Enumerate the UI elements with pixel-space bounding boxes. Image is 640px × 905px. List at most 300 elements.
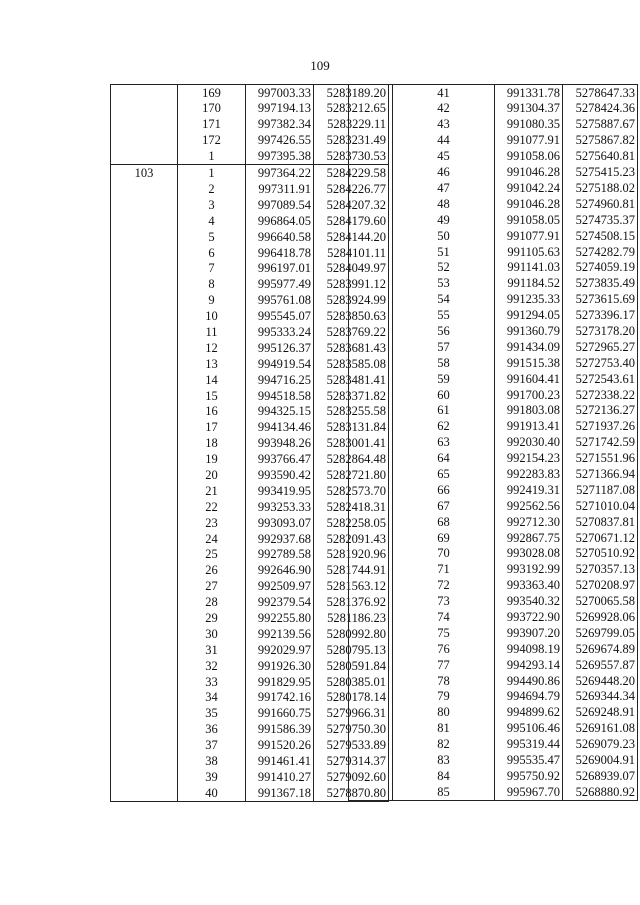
y-coordinate-cell: 5271010.04 [563,498,638,514]
y-coordinate-cell: 5273178.20 [563,323,638,339]
point-number-cell: 46 [393,164,495,180]
block-number-cell [111,277,178,293]
block-number-cell [349,784,393,800]
table-row [111,785,389,801]
point-number-cell: 79 [393,689,495,705]
block-number-cell [111,293,178,309]
block-number-cell [349,482,393,498]
table-row [111,658,389,674]
block-number-cell [111,404,178,420]
block-number-cell [111,245,178,261]
table-row [349,133,638,149]
x-coordinate-cell: 992255.80 [246,610,314,626]
x-coordinate-cell: 991058.06 [495,149,563,165]
table-row [111,722,389,738]
block-number-cell [349,514,393,530]
block-number-cell [349,292,393,308]
y-coordinate-cell: 5282864.48 [314,451,389,467]
x-coordinate-cell: 991913.41 [495,419,563,435]
table-body-right [349,85,638,801]
x-coordinate-cell: 992139.56 [246,626,314,642]
table-row [111,547,389,563]
y-coordinate-cell: 5279533.89 [314,738,389,754]
x-coordinate-cell: 992562.56 [495,498,563,514]
table-row [111,706,389,722]
block-number-cell [349,530,393,546]
x-coordinate-cell: 991046.28 [495,164,563,180]
block-number-cell [349,339,393,355]
table-row [349,673,638,689]
table-row [111,483,389,499]
y-coordinate-cell: 5284207.32 [314,197,389,213]
block-number-cell [349,721,393,737]
y-coordinate-cell: 5274960.81 [563,196,638,212]
table-row [111,133,389,149]
table-row [349,625,638,641]
y-coordinate-cell: 5281920.96 [314,547,389,563]
y-coordinate-cell: 5283850.63 [314,308,389,324]
point-number-cell: 73 [393,594,495,610]
y-coordinate-cell: 5272753.40 [563,355,638,371]
block-number-cell [111,181,178,197]
point-number-cell: 14 [178,372,246,388]
block-number-cell [349,117,393,133]
x-coordinate-cell: 992030.40 [495,435,563,451]
table-row [111,436,389,452]
point-number-cell: 5 [178,229,246,245]
x-coordinate-cell: 997003.33 [246,85,314,101]
point-number-cell: 85 [393,784,495,800]
x-coordinate-cell: 994293.14 [495,657,563,673]
block-number-cell [111,85,178,101]
y-coordinate-cell: 5270208.97 [563,578,638,594]
x-coordinate-cell: 993028.08 [495,546,563,562]
point-number-cell: 3 [178,197,246,213]
y-coordinate-cell: 5284226.77 [314,181,389,197]
block-number-cell [111,133,178,149]
block-number-cell [111,674,178,690]
y-coordinate-cell: 5284101.11 [314,245,389,261]
table-row [349,244,638,260]
x-coordinate-cell: 995761.08 [246,293,314,309]
table-row [111,261,389,277]
point-number-cell: 68 [393,514,495,530]
block-number-cell [349,657,393,673]
table-row [111,165,389,181]
point-number-cell: 29 [178,610,246,626]
x-coordinate-cell: 993419.95 [246,483,314,499]
point-number-cell: 2 [178,181,246,197]
block-number-cell [111,753,178,769]
x-coordinate-cell: 994716.25 [246,372,314,388]
x-coordinate-cell: 991461.41 [246,753,314,769]
block-number-cell [349,307,393,323]
table-row [349,546,638,562]
block-number-cell [349,244,393,260]
block-number-cell [111,467,178,483]
table-row [349,403,638,419]
block-number-cell [349,403,393,419]
y-coordinate-cell: 5282418.31 [314,499,389,515]
point-number-cell: 71 [393,562,495,578]
table-row [111,610,389,626]
x-coordinate-cell: 997395.38 [246,149,314,165]
y-coordinate-cell: 5273396.17 [563,307,638,323]
table-row [349,276,638,292]
block-number-cell [349,466,393,482]
x-coordinate-cell: 991331.78 [495,85,563,101]
point-number-cell: 37 [178,738,246,754]
x-coordinate-cell: 993540.32 [495,594,563,610]
block-number-cell [111,690,178,706]
block-number-cell [349,737,393,753]
block-number-cell [349,450,393,466]
y-coordinate-cell: 5269344.34 [563,689,638,705]
block-number-cell [111,101,178,117]
block-number-cell [349,578,393,594]
block-number-cell [349,705,393,721]
table-row [111,642,389,658]
table-row [349,594,638,610]
table-row [111,579,389,595]
point-number-cell: 65 [393,466,495,482]
block-number-cell [349,673,393,689]
table-row [111,117,389,133]
point-number-cell: 64 [393,450,495,466]
table-row [111,404,389,420]
y-coordinate-cell: 5274059.19 [563,260,638,276]
point-number-cell: 51 [393,244,495,260]
x-coordinate-cell: 991058.05 [495,212,563,228]
point-number-cell: 56 [393,323,495,339]
x-coordinate-cell: 991184.52 [495,276,563,292]
point-number-cell: 41 [393,85,495,101]
x-coordinate-cell: 995535.47 [495,752,563,768]
point-number-cell: 47 [393,180,495,196]
y-coordinate-cell: 5268880.92 [563,784,638,800]
y-coordinate-cell: 5281563.12 [314,579,389,595]
table-row [111,690,389,706]
x-coordinate-cell: 991042.24 [495,180,563,196]
table-row [111,388,389,404]
table-row [349,641,638,657]
block-number-cell [111,340,178,356]
point-number-cell: 39 [178,769,246,785]
x-coordinate-cell: 992712.30 [495,514,563,530]
table-row [349,609,638,625]
block-number-cell [111,722,178,738]
block-number-cell [111,117,178,133]
y-coordinate-cell: 5271187.08 [563,482,638,498]
x-coordinate-cell: 992419.31 [495,482,563,498]
x-coordinate-cell: 991742.16 [246,690,314,706]
x-coordinate-cell: 991077.91 [495,228,563,244]
x-coordinate-cell: 994518.58 [246,388,314,404]
y-coordinate-cell: 5282573.70 [314,483,389,499]
x-coordinate-cell: 991105.63 [495,244,563,260]
y-coordinate-cell: 5269928.06 [563,609,638,625]
point-number-cell: 80 [393,705,495,721]
y-coordinate-cell: 5273615.69 [563,292,638,308]
point-number-cell: 53 [393,276,495,292]
y-coordinate-cell: 5268939.07 [563,768,638,784]
point-number-cell: 81 [393,721,495,737]
block-number-cell [349,164,393,180]
block-number-cell [349,85,393,101]
point-number-cell: 63 [393,435,495,451]
y-coordinate-cell: 5281744.91 [314,563,389,579]
point-number-cell: 33 [178,674,246,690]
table-row [111,563,389,579]
point-number-cell: 54 [393,292,495,308]
table-row [111,499,389,515]
x-coordinate-cell: 991080.35 [495,117,563,133]
y-coordinate-cell: 5283481.41 [314,372,389,388]
point-number-cell: 61 [393,403,495,419]
x-coordinate-cell: 994694.79 [495,689,563,705]
block-number-cell [349,276,393,292]
y-coordinate-cell: 5269079.23 [563,737,638,753]
table-row [349,737,638,753]
point-number-cell: 84 [393,768,495,784]
x-coordinate-cell: 991515.38 [495,355,563,371]
point-number-cell: 74 [393,609,495,625]
point-number-cell: 15 [178,388,246,404]
y-coordinate-cell: 5270510.92 [563,546,638,562]
point-number-cell: 12 [178,340,246,356]
point-number-cell: 45 [393,149,495,165]
point-number-cell: 23 [178,515,246,531]
y-coordinate-cell: 5271937.26 [563,419,638,435]
point-number-cell: 8 [178,277,246,293]
y-coordinate-cell: 5275887.67 [563,117,638,133]
x-coordinate-cell: 991829.95 [246,674,314,690]
point-number-cell: 57 [393,339,495,355]
point-number-cell: 22 [178,499,246,515]
table-row [111,277,389,293]
table-row [111,356,389,372]
y-coordinate-cell: 5284144.20 [314,229,389,245]
block-number-cell [349,133,393,149]
y-coordinate-cell: 5284179.60 [314,213,389,229]
x-coordinate-cell: 995750.92 [495,768,563,784]
x-coordinate-cell: 992509.97 [246,579,314,595]
block-number-cell [111,261,178,277]
table-row [111,420,389,436]
table-row [111,451,389,467]
y-coordinate-cell: 5282258.05 [314,515,389,531]
block-number-cell [111,658,178,674]
table-row [111,229,389,245]
table-row [111,467,389,483]
point-number-cell: 171 [178,117,246,133]
table-row [349,514,638,530]
table-row [349,578,638,594]
table-row [349,768,638,784]
y-coordinate-cell: 5269248.91 [563,705,638,721]
point-number-cell: 7 [178,261,246,277]
point-number-cell: 4 [178,213,246,229]
point-number-cell: 48 [393,196,495,212]
table-row [349,689,638,705]
x-coordinate-cell: 997194.13 [246,101,314,117]
block-number-cell [111,626,178,642]
point-number-cell: 62 [393,419,495,435]
x-coordinate-cell: 991434.09 [495,339,563,355]
block-number-cell [111,563,178,579]
table-row [349,752,638,768]
table-row [349,435,638,451]
table-row [349,784,638,800]
point-number-cell: 13 [178,356,246,372]
table-row [349,307,638,323]
table-row [349,562,638,578]
y-coordinate-cell: 5269448.20 [563,673,638,689]
point-number-cell: 59 [393,371,495,387]
block-number-cell [349,625,393,641]
x-coordinate-cell: 995106.46 [495,721,563,737]
y-coordinate-cell: 5274508.15 [563,228,638,244]
y-coordinate-cell: 5269557.87 [563,657,638,673]
table-row [349,657,638,673]
point-number-cell: 17 [178,420,246,436]
y-coordinate-cell: 5273835.49 [563,276,638,292]
point-number-cell: 18 [178,436,246,452]
y-coordinate-cell: 5269674.89 [563,641,638,657]
table-body-left [111,85,389,802]
x-coordinate-cell: 991926.30 [246,658,314,674]
y-coordinate-cell: 5282721.80 [314,467,389,483]
point-number-cell: 19 [178,451,246,467]
point-number-cell: 83 [393,752,495,768]
table-row [349,371,638,387]
y-coordinate-cell: 5278424.36 [563,101,638,117]
table-row [111,340,389,356]
point-number-cell: 66 [393,482,495,498]
coordinates-table-right [348,84,638,801]
y-coordinate-cell: 5272543.61 [563,371,638,387]
y-coordinate-cell: 5275640.81 [563,149,638,165]
block-number-cell [349,260,393,276]
block-number-cell [349,752,393,768]
block-number-cell [349,594,393,610]
point-number-cell: 50 [393,228,495,244]
point-number-cell: 34 [178,690,246,706]
x-coordinate-cell: 991077.91 [495,133,563,149]
x-coordinate-cell: 991304.37 [495,101,563,117]
block-number-cell [111,531,178,547]
point-number-cell: 28 [178,595,246,611]
x-coordinate-cell: 993192.99 [495,562,563,578]
table-row [111,769,389,785]
y-coordinate-cell: 5283924.99 [314,293,389,309]
block-number-cell [349,228,393,244]
y-coordinate-cell: 5270065.58 [563,594,638,610]
point-number-cell: 11 [178,324,246,340]
point-number-cell: 72 [393,578,495,594]
x-coordinate-cell: 996864.05 [246,213,314,229]
block-number-cell [349,355,393,371]
block-number-cell [111,738,178,754]
point-number-cell: 75 [393,625,495,641]
y-coordinate-cell: 5278647.33 [563,85,638,101]
x-coordinate-cell: 994098.19 [495,641,563,657]
x-coordinate-cell: 995333.24 [246,324,314,340]
point-number-cell: 49 [393,212,495,228]
table-row [349,212,638,228]
x-coordinate-cell: 996197.01 [246,261,314,277]
block-number-cell [111,515,178,531]
table-row [349,387,638,403]
block-number-cell [111,149,178,165]
x-coordinate-cell: 994899.62 [495,705,563,721]
y-coordinate-cell: 5283131.84 [314,420,389,436]
block-number-cell [111,388,178,404]
y-coordinate-cell: 5269799.05 [563,625,638,641]
y-coordinate-cell: 5284049.97 [314,261,389,277]
point-number-cell: 60 [393,387,495,403]
y-coordinate-cell: 5280795.13 [314,642,389,658]
block-number-cell [111,197,178,213]
block-number-cell [349,196,393,212]
x-coordinate-cell: 994919.54 [246,356,314,372]
x-coordinate-cell: 997382.34 [246,117,314,133]
y-coordinate-cell: 5271366.94 [563,466,638,482]
y-coordinate-cell: 5272136.27 [563,403,638,419]
table-row [349,180,638,196]
y-coordinate-cell: 5270671.12 [563,530,638,546]
block-number-cell [111,595,178,611]
point-number-cell: 24 [178,531,246,547]
point-number-cell: 170 [178,101,246,117]
block-number-cell [111,451,178,467]
block-number-cell [111,356,178,372]
block-number-cell [349,101,393,117]
point-number-cell: 36 [178,722,246,738]
y-coordinate-cell: 5283231.49 [314,133,389,149]
y-coordinate-cell: 5280385.01 [314,674,389,690]
block-number-cell [111,324,178,340]
point-number-cell: 67 [393,498,495,514]
x-coordinate-cell: 995319.44 [495,737,563,753]
table-row [111,738,389,754]
y-coordinate-cell: 5271551.96 [563,450,638,466]
table-row [349,260,638,276]
y-coordinate-cell: 5269161.08 [563,721,638,737]
point-number-cell: 76 [393,641,495,657]
table-row [349,196,638,212]
block-number-cell [349,419,393,435]
table-row [349,498,638,514]
x-coordinate-cell: 992379.54 [246,595,314,611]
block-number-cell [111,436,178,452]
table-row [349,149,638,165]
x-coordinate-cell: 995977.49 [246,277,314,293]
block-number-cell [111,499,178,515]
table-row [349,466,638,482]
x-coordinate-cell: 991046.28 [495,196,563,212]
block-number-cell [349,212,393,228]
point-number-cell: 82 [393,737,495,753]
y-coordinate-cell: 5283189.20 [314,85,389,101]
y-coordinate-cell: 5283229.11 [314,117,389,133]
y-coordinate-cell: 5275188.02 [563,180,638,196]
point-number-cell: 42 [393,101,495,117]
x-coordinate-cell: 995126.37 [246,340,314,356]
x-coordinate-cell: 991660.75 [246,706,314,722]
y-coordinate-cell: 5283255.58 [314,404,389,420]
block-number-cell [349,609,393,625]
